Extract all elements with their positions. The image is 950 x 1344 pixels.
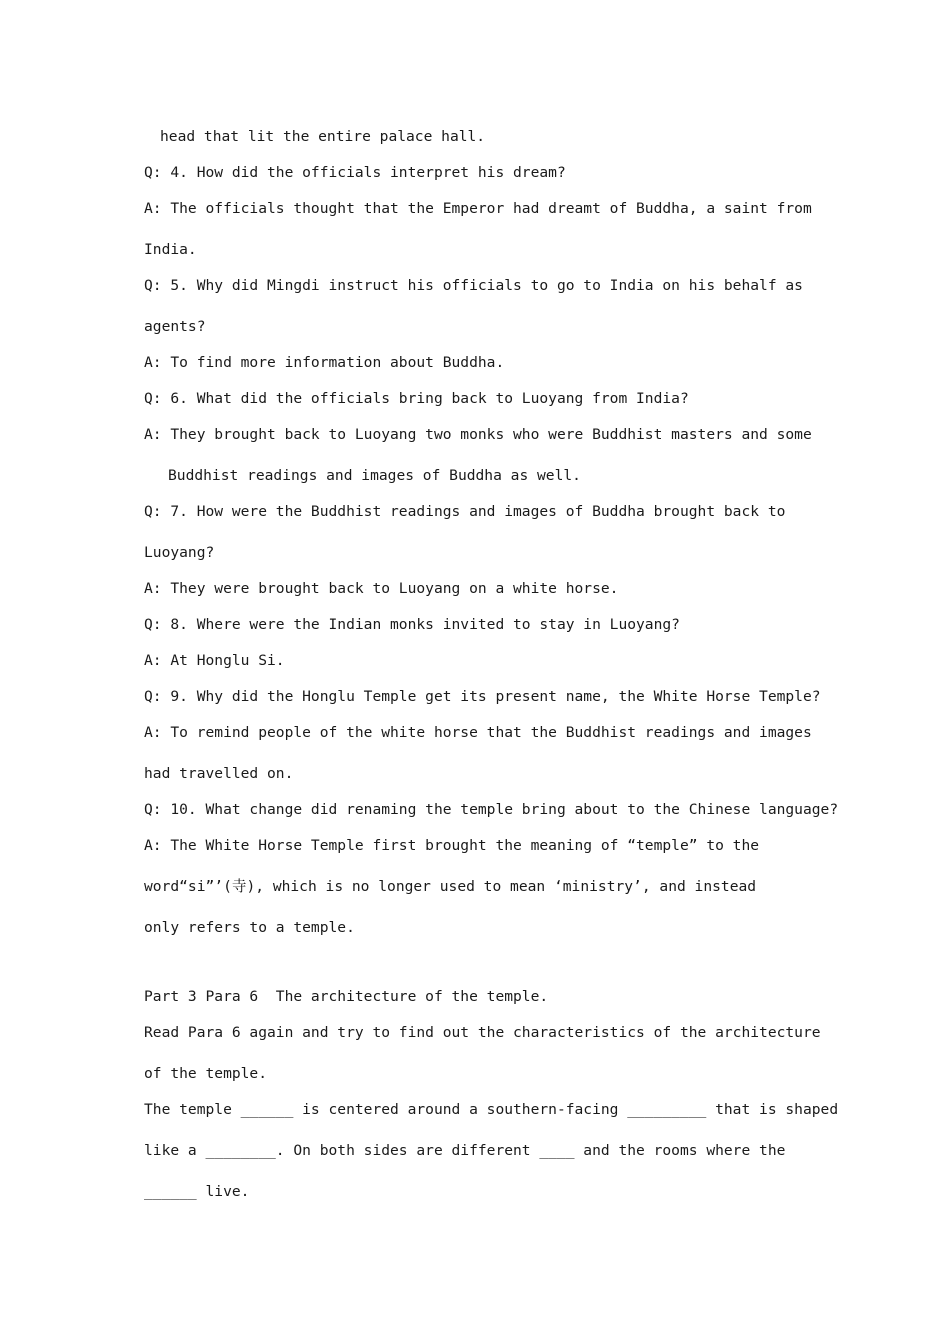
question-4: Q: 4. How did the officials interpret his dream? [144,164,566,181]
fill-blank-line: ______ live. [144,1183,250,1200]
answer-5: A: To find more information about Buddha. [144,354,505,371]
answer-4: A: The officials thought that the Emperor had dreamt of Buddha, a saint from [144,200,812,217]
answer-10-cont: word“si”’(寺), which is no longer used to mean ‘ministry’, and instead [144,878,757,895]
answer-6-cont: Buddhist readings and images of Buddha as well. [168,467,581,484]
answer-4-cont: India. [144,241,197,258]
answer-6: A: They brought back to Luoyang two monks who were Buddhist masters and some [144,426,812,443]
question-10: Q: 10. What change did renaming the temple bring about to the Chinese language? [144,801,839,818]
answer-10-end: only refers to a temple. [144,919,355,936]
question-7-cont: Luoyang? [144,544,215,561]
text-line: head that lit the entire palace hall. [160,128,486,145]
question-6: Q: 6. What did the officials bring back to Luoyang from India? [144,390,689,407]
answer-7: A: They were brought back to Luoyang on a white horse. [144,580,619,597]
section-heading: Part 3 Para 6 The architecture of the temple. [144,988,549,1005]
question-5: Q: 5. Why did Mingdi instruct his officials to go to India on his behalf as [144,277,803,294]
question-5-cont: agents? [144,318,206,335]
question-9: Q: 9. Why did the Honglu Temple get its present name, the White Horse Temple? [144,688,821,705]
answer-9: A: To remind people of the white horse that the Buddhist readings and images [144,724,812,741]
instruction-line-cont: of the temple. [144,1065,268,1082]
question-7: Q: 7. How were the Buddhist readings and images of Buddha brought back to [144,503,786,520]
answer-8: A: At Honglu Si. [144,652,285,669]
fill-blank-line: like a ________. On both sides are different ____ and the rooms where the [144,1142,786,1159]
fill-blank-line: The temple ______ is centered around a southern-facing _________ that is shaped [144,1101,839,1118]
answer-10: A: The White Horse Temple first brought the meaning of “temple” to the [144,837,760,854]
question-8: Q: 8. Where were the Indian monks invited to stay in Luoyang? [144,616,680,633]
answer-9-cont: had travelled on. [144,765,294,782]
instruction-line: Read Para 6 again and try to find out the characteristics of the architecture [144,1024,821,1041]
